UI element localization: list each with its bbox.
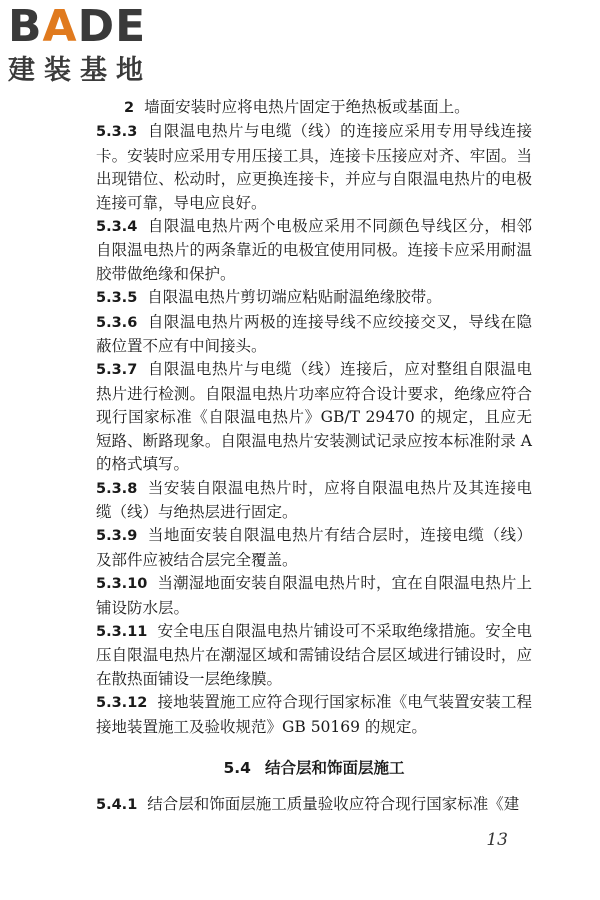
clause-item — [96, 358, 532, 476]
clause-number: 5.3.12 — [96, 695, 148, 712]
page-body — [96, 96, 532, 817]
clause-item — [96, 96, 532, 120]
clause-number: 5.3.7 — [96, 362, 138, 379]
bade-logo — [8, 1, 178, 94]
logo-wordmark: BADE — [8, 1, 147, 52]
clause-item — [96, 120, 532, 215]
section-number: 5.4 — [223, 758, 251, 777]
clause-item — [96, 477, 532, 525]
clause-text: 结合层和饰面层施工质量验收应符合现行国家标准《建 — [147, 794, 520, 813]
clause-text: 自限温电热片两极的连接导线不应绞接交叉，导线在隐蔽位置不应有中间接头。 — [96, 312, 532, 356]
clause-item — [96, 524, 532, 572]
clause-number: 2 — [124, 100, 135, 116]
clause-number: 5.3.10 — [96, 576, 148, 593]
clause-item — [96, 286, 532, 310]
clause-number: 5.3.5 — [96, 290, 138, 307]
clause-text: 自限温电热片与电缆（线）的连接应采用专用导线连接卡。安装时应采用专用压接工具，连接卡压接应对齐、牢固。当出现错位、松动时，应更换连接卡，并应与自限温电热片的电极连接可靠，导电应良好。 — [96, 122, 532, 212]
clause-item — [96, 793, 532, 817]
logo-subtitle: 建装基地 — [8, 55, 152, 86]
clause-number: 5.3.9 — [96, 528, 138, 545]
clause-item — [96, 572, 532, 620]
clause-text: 当潮湿地面安装自限温电热片时，宜在自限温电热片上铺设防水层。 — [96, 574, 532, 617]
clause-item — [96, 215, 532, 286]
clause-text: 自限温电热片两个电极应采用不同颜色导线区分，相邻自限温电热片的两条靠近的电极宜使用同极。连接卡应采用耐温胶带做绝缘和保护。 — [96, 217, 532, 283]
clause-item — [96, 311, 532, 359]
clause-number: 5.3.11 — [96, 623, 148, 640]
clause-text: 安全电压自限温电热片铺设可不采取绝缘措施。安全电压自限温电热片在潮湿区域和需铺设结合层区域进行铺设时，应在散热面铺设一层绝缘膜。 — [96, 621, 532, 688]
clause-text: 接地装置施工应符合现行国家标准《电气装置安装工程 接地装置施工及验收规范》GB 50169 的规定。 — [96, 693, 532, 736]
clause-number: 5.3.8 — [96, 480, 138, 497]
clause-number: 5.3.3 — [96, 124, 138, 141]
clause-text: 自限温电热片剪切端应粘贴耐温绝缘胶带。 — [147, 288, 442, 307]
clause-number: 5.3.6 — [96, 314, 138, 331]
section-heading — [96, 757, 532, 779]
clause-item — [96, 691, 532, 739]
logo-a-mark: A — [42, 1, 78, 52]
clause-item — [96, 620, 532, 691]
clause-text: 自限温电热片与电缆（线）连接后，应对整组自限温电热片进行检测。自限温电热片功率应符合设计要求，绝缘应符合现行国家标准《自限温电热片》GB/T 29470 的规定，且应无短路、断路现象。自限温电热片安装测试记录应按本标准附录 A 的格式填写。 — [96, 360, 532, 474]
clause-text: 当安装自限温电热片时，应将自限温电热片及其连接电缆（线）与绝热层进行固定。 — [96, 478, 532, 521]
clause-number: 5.3.4 — [96, 219, 138, 236]
clause-text: 当地面安装自限温电热片有结合层时，连接电缆（线）及部件应被结合层完全覆盖。 — [96, 526, 532, 569]
page-number: 13 — [486, 830, 508, 850]
section-title-text: 结合层和饰面层施工 — [264, 758, 405, 777]
clause-text: 墙面安装时应将电热片固定于绝热板或基面上。 — [144, 98, 470, 116]
clause-number: 5.4.1 — [96, 796, 138, 813]
